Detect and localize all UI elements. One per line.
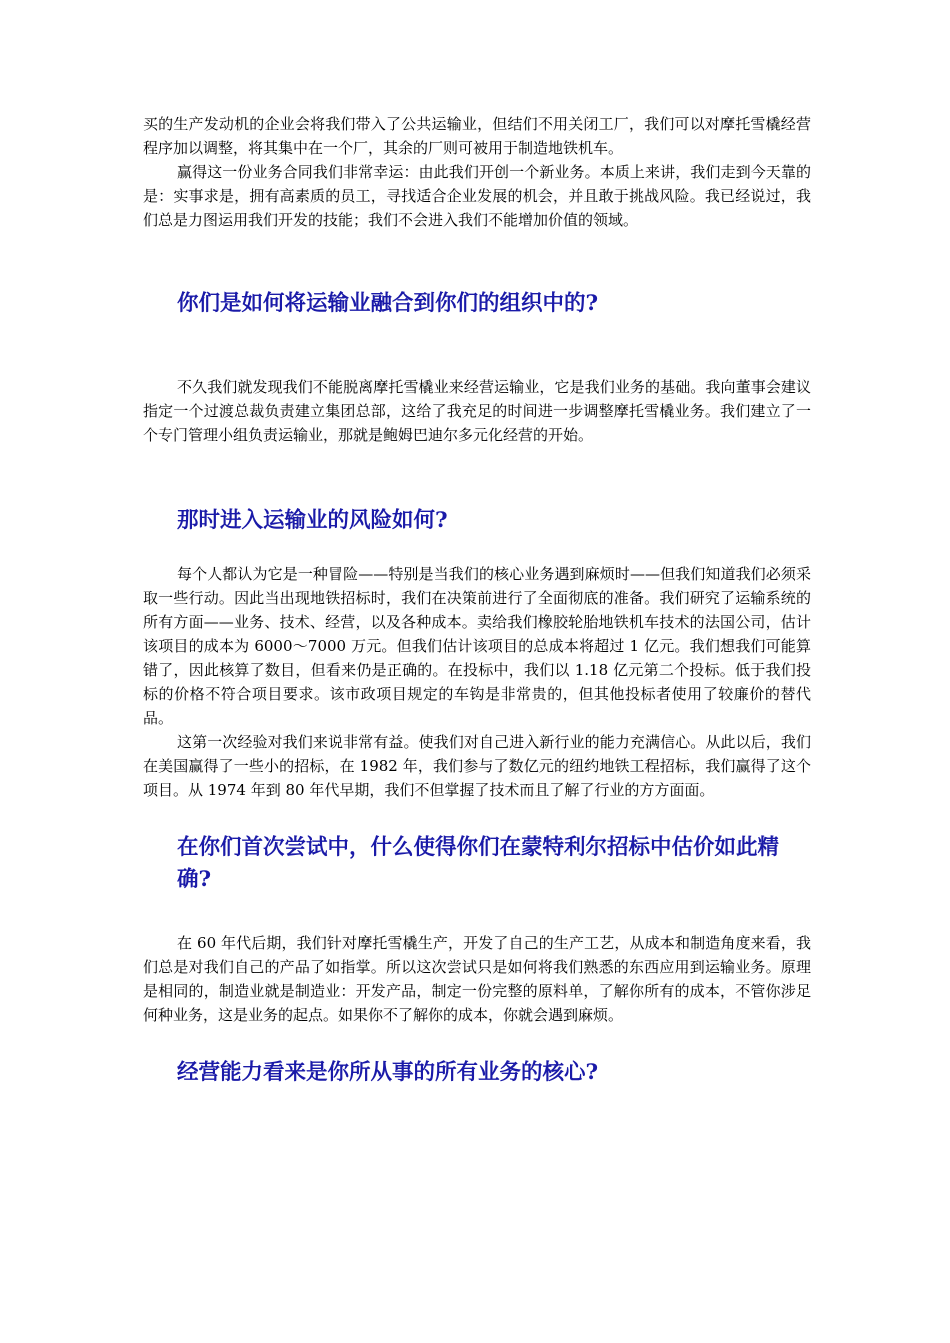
question-heading-1: 你们是如何将运输业融合到你们的组织中的? [177,291,599,316]
paragraph-5: 这第一次经验对我们来说非常有益。使我们对自己进入新行业的能力充满信心。从此以后，我们在美国赢得了一些小的招标，在 1982 年，我们参与了数亿元的纽约地铁工程招标，我们赢得了这个项目。从 1974 年到 80 年代早期，我们不但掌握了技术而且了解了行业的方方面面。 [143,733,811,799]
document-page [143,112,811,1089]
paragraph-1: 买的生产发动机的企业会将我们带入了公共运输业，但结们不用关闭工厂，我们可以对摩托雪橇经营程序加以调整，将其集中在一个厂，其余的厂则可被用于制造地铁机车。 [143,115,811,157]
question-heading-4: 经营能力看来是你所从事的所有业务的核心? [177,1060,599,1085]
paragraph-2: 赢得这一份业务合同我们非常幸运：由此我们开创一个新业务。本质上来讲，我们走到今天靠的是：实事求是，拥有高素质的员工，寻找适合企业发展的机会，并且敢于挑战风险。我已经说过，我们总是力图运用我们开发的技能；我们不会进入我们不能增加价值的领域。 [143,163,811,229]
question-heading-2: 那时进入运输业的风险如何? [177,508,448,533]
question-heading-3: 在你们首次尝试中，什么使得你们在蒙特利尔招标中估价如此精确? [177,835,780,892]
paragraph-6: 在 60 年代后期，我们针对摩托雪橇生产，开发了自己的生产工艺，从成本和制造角度来看，我们总是对我们自己的产品了如指掌。所以这次尝试只是如何将我们熟悉的东西应用到运输业务。原理是相同的，制造业就是制造业：开发产品，制定一份完整的原料单，了解你所有的成本，不管你涉足何种业务，这是业务的起点。如果你不了解你的成本，你就会遇到麻烦。 [143,934,811,1024]
paragraph-4: 每个人都认为它是一种冒险——特别是当我们的核心业务遇到麻烦时——但我们知道我们必须采取一些行动。因此当出现地铁招标时，我们在决策前进行了全面彻底的准备。我们研究了运输系统的所有方面——业务、技术、经营，以及各种成本。卖给我们橡胶轮胎地铁机车技术的法国公司，估计该项目的成本为 6000～7000 万元。但我们估计该项目的总成本将超过 1 亿元。我们想我们可能算错了，因此核算了数目，但看来仍是正确的。在投标中，我们以 1.18 亿元第二个投标。低于我们投标的价格不符合项目要求。该市政项目规定的车钩是非常贵的，但其他投标者使用了较廉价的替代品。 [143,565,811,727]
paragraph-3: 不久我们就发现我们不能脱离摩托雪橇业来经营运输业，它是我们业务的基础。我向董事会建议指定一个过渡总裁负责建立集团总部，这给了我充足的时间进一步调整摩托雪橇业务。我们建立了一个专门管理小组负责运输业，那就是鲍姆巴迪尔多元化经营的开始。 [143,378,811,444]
